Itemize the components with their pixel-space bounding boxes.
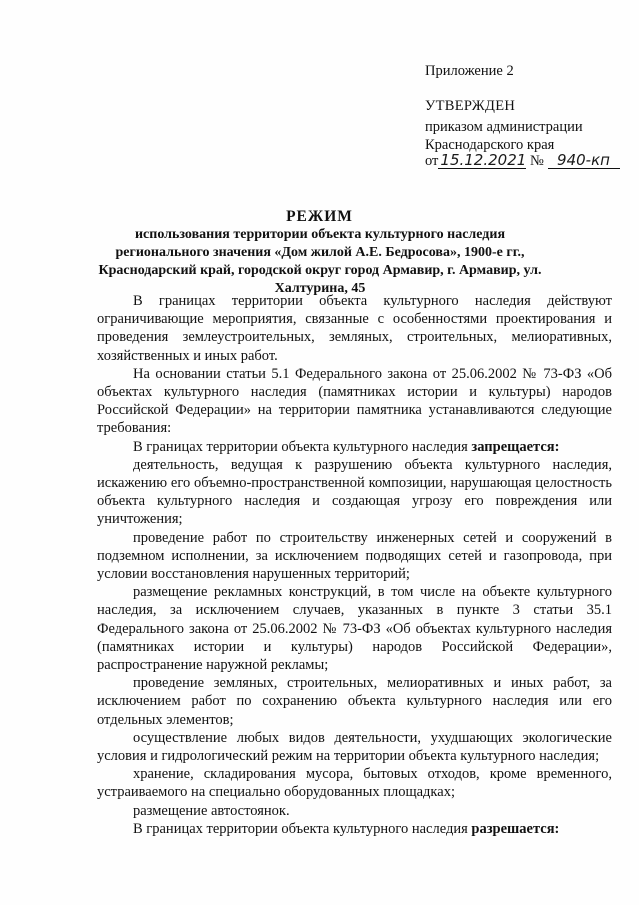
document-title: РЕЖИМ (286, 208, 353, 225)
paragraph: В границах территории объекта культурного наследия запрещается: (133, 438, 560, 455)
paragraph: размещение автостоянок. (133, 802, 290, 819)
handwritten-date: 15.12.2021 (440, 151, 527, 169)
handwritten-number: 940-кп (548, 152, 620, 169)
paragraph: проведение работ по строительству инженерных сетей и сооружений в подземном исполнении, за исключением подводящих сетей и газопровода, при условии восстановления нарушенных территорий; (97, 529, 612, 583)
paragraph: На основании статьи 5.1 Федерального закона от 25.06.2002 № 73-ФЗ «Об объектах культурного наследия (памятниках истории и культуры) народов Российской Федерации» на территории памятника устанавливаются следующие требования: (97, 365, 612, 437)
order-date-number (425, 152, 620, 170)
paragraph: размещение рекламных конструкций, в том числе на объекте культурного наследия, за исключением случаев, указанных в пункте 3 статьи 35.1 Федерального закона от 25.06.2002 № 73-ФЗ «Об объектах культурного наследия (памятниках истории и культуры) народов Российской Федерации», распространение наружной рекламы; (97, 584, 612, 674)
approved-heading: УТВЕРЖДЕН (425, 98, 516, 114)
document-body (97, 292, 612, 838)
appendix-label: Приложение 2 (425, 63, 514, 79)
approval-line-1: приказом администрации (425, 119, 583, 135)
paragraph: В границах территории объекта культурного наследия действуют ограничивающие мероприятия, связанные с особенностями проектирования и проведения землеустроительных, земляных, строительных, мелиоративных, хозяйственных и иных работ. (97, 293, 612, 364)
paragraph: деятельность, ведущая к разрушению объекта культурного наследия, искажению его объемно-пространственной композиции, нарушающая целостность объекта культурного наследия и создающая угрозу его повреждения или уничтожения; (97, 456, 612, 528)
paragraph: В границах территории объекта культурного наследия разрешается: (133, 820, 560, 837)
paragraph: проведение земляных, строительных, мелиоративных и иных работ, за исключением работ по сохранению объекта культурного наследия или его отдельных элементов; (97, 675, 612, 728)
number-label: № (530, 153, 544, 169)
approval-line-2: Краснодарского края (425, 137, 555, 153)
document-subtitle: использования территории объекта культурного наследия регионального значения «Дом жилой А.Е. Бедросова», 1900-е гг., Краснодарский край, городской округ город Армавир, г. Армавир, ул. Халтурина, 45 (98, 227, 542, 296)
paragraph: хранение, складирования мусора, бытовых отходов, кроме временного, устраиваемого на специально оборудованных площадках; (97, 766, 612, 801)
paragraph: осуществление любых видов деятельности, ухудшающих экологические условия и гидрологический режим на территории объекта культурного наследия; (97, 729, 612, 765)
from-label: от (425, 153, 439, 169)
